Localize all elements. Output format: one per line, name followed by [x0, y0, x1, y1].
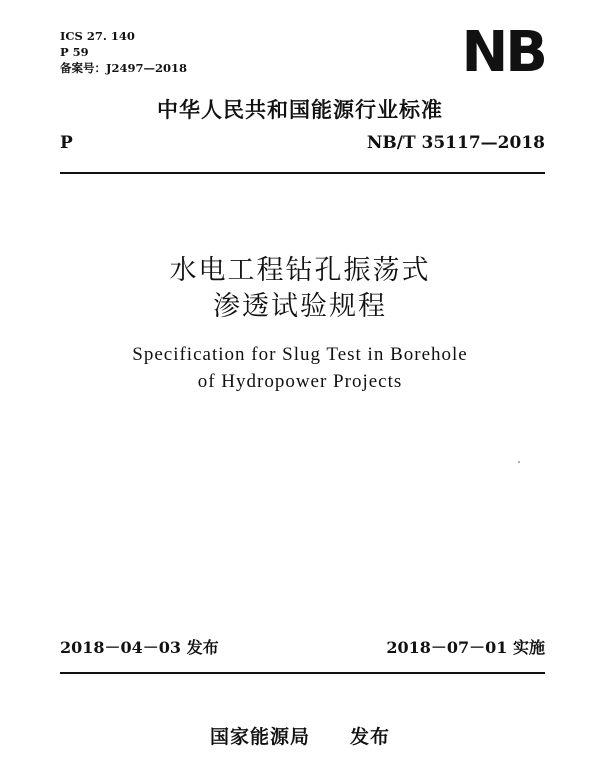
chinese-title-line-1: 水电工程钻孔振荡式: [169, 255, 431, 286]
english-title-line-1: Specification for Slug Test in Borehole: [132, 344, 468, 365]
scan-speck: [518, 461, 520, 463]
record-number: 备案号：J2497—2018: [60, 61, 187, 75]
issuing-authority: 国家能源局 发布: [209, 726, 390, 748]
ics-code: ICS 27. 140: [60, 29, 135, 43]
nb-logo: NB: [461, 20, 545, 85]
national-standard-title: 中华人民共和国能源行业标准: [157, 98, 443, 122]
top-divider: [60, 172, 545, 174]
bottom-divider: [60, 672, 545, 674]
implementation-date: 2018－07－01 实施: [386, 638, 545, 657]
english-title-line-2: of Hydropower Projects: [197, 371, 403, 392]
metadata-block: [60, 28, 300, 76]
issue-date: 2018－04－03 发布: [60, 638, 219, 657]
category-code-small: P 59: [60, 45, 89, 59]
classification-code: P: [60, 133, 73, 153]
standard-number: NB/T 35117—2018: [366, 133, 545, 153]
chinese-title-line-2: 渗透试验规程: [213, 291, 387, 322]
